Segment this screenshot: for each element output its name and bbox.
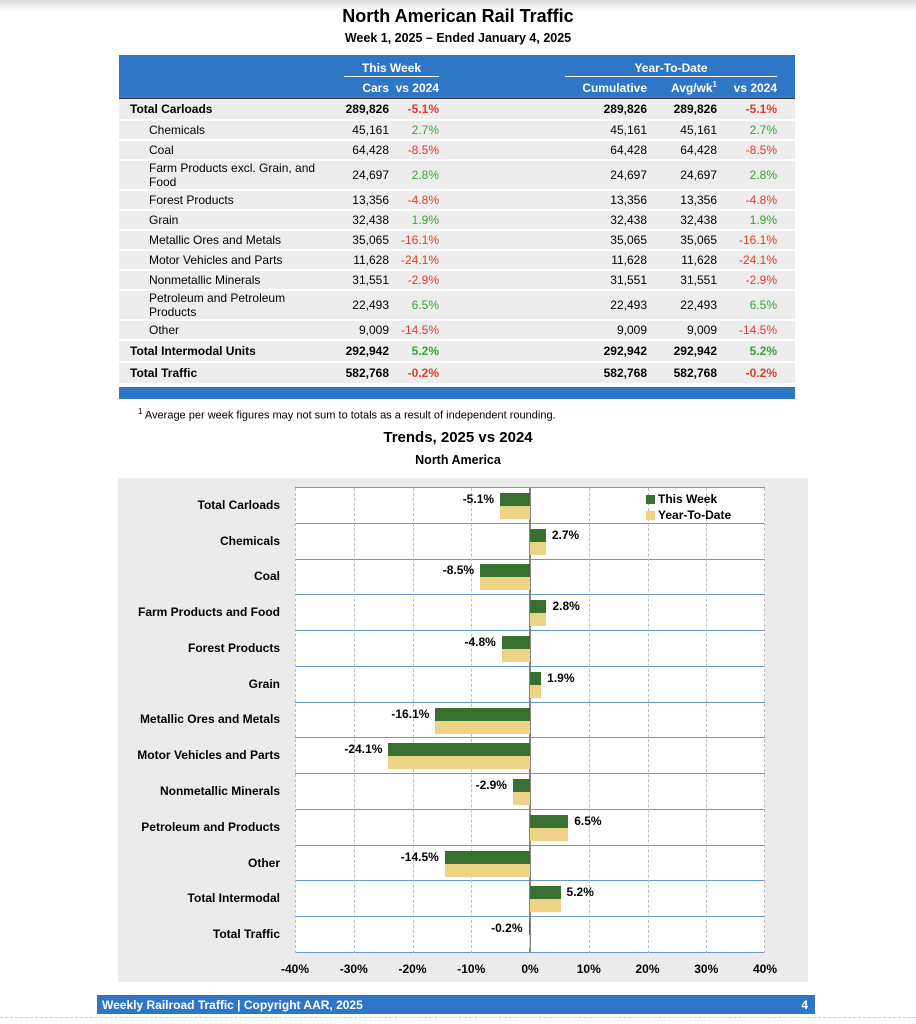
row-label: Metallic Ores and Metals [119, 230, 319, 250]
traffic-table-section [119, 55, 795, 422]
avgwk-value: 45,161 [647, 120, 717, 140]
row-spacer [777, 190, 795, 210]
col-header-cumulative: Cumulative [439, 77, 647, 99]
bar-year-to-date [445, 864, 530, 877]
vs2024-ytd-value: 2.8% [717, 160, 777, 190]
bar-value-label: 6.5% [574, 813, 602, 828]
vs2024-ytd-value: -8.5% [717, 140, 777, 160]
cumulative-value: 35,065 [439, 230, 647, 250]
bar-value-label: -8.5% [442, 563, 475, 578]
vs2024-ytd-value: -4.8% [717, 190, 777, 210]
vs2024-ytd-value: -0.2% [717, 362, 777, 384]
footer-page-number: 4 [801, 997, 808, 1012]
bar-value-label: -5.1% [462, 491, 495, 506]
cumulative-value: 9,009 [439, 320, 647, 340]
cars-value: 24,697 [319, 160, 389, 190]
header-spacer [777, 77, 795, 99]
vs2024-week-value: -5.1% [389, 99, 439, 121]
cumulative-value: 32,438 [439, 210, 647, 230]
avgwk-value: 31,551 [647, 270, 717, 290]
cumulative-value: 24,697 [439, 160, 647, 190]
gridline [354, 488, 355, 953]
row-label: Total Carloads [119, 99, 319, 121]
gridline [706, 488, 707, 953]
chart-x-axis [118, 962, 808, 980]
table-bottom-bar [119, 387, 795, 399]
legend-swatch-this-week [646, 495, 655, 504]
header-spacer [777, 55, 795, 77]
vs2024-week-value: 1.9% [389, 210, 439, 230]
cars-value: 13,356 [319, 190, 389, 210]
row-spacer [777, 99, 795, 121]
vs2024-ytd-value: -16.1% [717, 230, 777, 250]
vs2024-week-value: 2.8% [389, 160, 439, 190]
chart-category-label: Petroleum and Products [141, 819, 280, 834]
table-row [119, 160, 795, 190]
bar-year-to-date [529, 935, 531, 948]
row-label: Other [119, 320, 319, 340]
table-row [119, 250, 795, 270]
avgwk-value: 35,065 [647, 230, 717, 250]
group-header-year-to-date-label: Year-To-Date [565, 61, 777, 77]
cumulative-value: 11,628 [439, 250, 647, 270]
bar-value-label: -2.9% [475, 778, 507, 793]
bar-this-week [530, 815, 568, 828]
chart-container [118, 478, 808, 982]
row-label: Chemicals [119, 120, 319, 140]
chart-title: Trends, 2025 vs 2024 [383, 429, 533, 446]
chart-plot-area [295, 487, 765, 953]
row-label: Grain [119, 210, 319, 230]
footer-text: Weekly Railroad Traffic | Copyright AAR, 2025 [102, 997, 363, 1012]
bar-this-week [530, 529, 546, 542]
avgwk-value: 13,356 [647, 190, 717, 210]
vs2024-week-value: -16.1% [389, 230, 439, 250]
bar-year-to-date [500, 506, 530, 519]
row-label: Coal [119, 140, 319, 160]
table-row [119, 120, 795, 140]
avgwk-value: 9,009 [647, 320, 717, 340]
chart-category-label: Nonmetallic Minerals [159, 784, 280, 799]
row-label: Nonmetallic Minerals [119, 270, 319, 290]
table-row [119, 190, 795, 210]
col-header-cars: Cars [319, 77, 389, 99]
bar-year-to-date [435, 721, 530, 734]
bar-year-to-date [502, 649, 530, 662]
bar-this-week [502, 636, 530, 649]
row-label: Total Traffic [119, 362, 319, 384]
cumulative-value: 289,826 [439, 99, 647, 121]
bar-this-week [500, 493, 530, 506]
chart-category-label: Total Carloads [197, 497, 280, 512]
cumulative-value: 13,356 [439, 190, 647, 210]
chart-category-label: Metallic Ores and Metals [139, 712, 280, 727]
legend-label: Year-To-Date [658, 508, 732, 522]
row-spacer [777, 160, 795, 190]
vs2024-week-value: -4.8% [389, 190, 439, 210]
bar-this-week [530, 886, 561, 899]
vs2024-week-value: -0.2% [389, 362, 439, 384]
cars-value: 32,438 [319, 210, 389, 230]
cars-value: 31,551 [319, 270, 389, 290]
row-spacer [777, 210, 795, 230]
group-header-year-to-date [439, 55, 777, 77]
legend-item [646, 507, 731, 523]
bar-value-label: -14.5% [400, 849, 439, 864]
header-spacer [119, 55, 319, 77]
bar-year-to-date [530, 613, 546, 626]
cumulative-value: 292,942 [439, 340, 647, 362]
x-axis-tick: -20% [398, 962, 427, 976]
col-header-avgwk-label: Avg/wk [670, 81, 713, 95]
row-spacer [777, 340, 795, 362]
page-bottom-edge [0, 1017, 916, 1018]
avgwk-value: 11,628 [647, 250, 717, 270]
row-label: Forest Products [119, 190, 319, 210]
gridline [764, 488, 765, 953]
bar-this-week [530, 600, 546, 613]
traffic-table [119, 55, 795, 385]
bar-this-week [435, 708, 530, 721]
gridline [589, 488, 590, 953]
row-label: Petroleum and Petroleum Products [119, 290, 319, 320]
bar-this-week [480, 564, 530, 577]
bar-value-label: -4.8% [464, 634, 496, 649]
cumulative-value: 64,428 [439, 140, 647, 160]
gridline [295, 488, 296, 953]
vs2024-ytd-value: -5.1% [717, 99, 777, 121]
bar-this-week [445, 851, 530, 864]
row-spacer [777, 250, 795, 270]
row-label: Total Intermodal Units [119, 340, 319, 362]
footnote-text: Average per week figures may not sum to totals as a result of independent rounding. [144, 409, 556, 422]
vs2024-week-value: 2.7% [389, 120, 439, 140]
vs2024-ytd-value: -14.5% [717, 320, 777, 340]
chart-category-label: Coal [253, 569, 280, 584]
bar-value-label: 2.7% [551, 527, 580, 542]
bar-this-week [513, 779, 530, 792]
vs2024-week-value: -24.1% [389, 250, 439, 270]
col-header-vs2024-ytd: vs 2024 [717, 77, 777, 99]
cars-value: 582,768 [319, 362, 389, 384]
row-spacer [777, 320, 795, 340]
x-axis-tick: -40% [280, 962, 309, 976]
row-label: Farm Products excl. Grain, and Food [119, 160, 319, 190]
cars-value: 45,161 [319, 120, 389, 140]
bar-year-to-date [388, 756, 530, 769]
table-row [119, 270, 795, 290]
chart-category-label: Total Intermodal [187, 891, 280, 906]
vs2024-ytd-value: -24.1% [717, 250, 777, 270]
report-subtitle: Week 1, 2025 – Ended January 4, 2025 [344, 31, 572, 45]
group-header-this-week-label: This Week [344, 61, 439, 77]
cumulative-value: 582,768 [439, 362, 647, 384]
vs2024-ytd-value: 2.7% [717, 120, 777, 140]
table-row [119, 340, 795, 362]
bar-value-label: -16.1% [391, 706, 430, 721]
bar-value-label: 5.2% [566, 885, 594, 900]
cars-value: 292,942 [319, 340, 389, 362]
bar-this-week [388, 743, 530, 756]
cars-value: 64,428 [319, 140, 389, 160]
footer-bar [97, 995, 815, 1014]
col-header-vs2024-week: vs 2024 [389, 77, 439, 99]
report-title: North American Rail Traffic [342, 6, 574, 26]
table-row [119, 290, 795, 320]
row-spacer [777, 230, 795, 250]
col-header-avgwk-footnote-marker: 1 [712, 80, 717, 89]
x-axis-tick: 10% [576, 962, 601, 976]
legend-label: This Week [658, 492, 718, 506]
bar-value-label: -24.1% [344, 742, 383, 757]
x-axis-tick: 30% [694, 962, 719, 976]
chart-category-label: Farm Products and Food [137, 605, 280, 620]
cars-value: 9,009 [319, 320, 389, 340]
vs2024-ytd-value: 1.9% [717, 210, 777, 230]
vs2024-week-value: 5.2% [389, 340, 439, 362]
chart-category-label: Grain [248, 676, 280, 691]
vs2024-week-value: -14.5% [389, 320, 439, 340]
bar-year-to-date [530, 685, 541, 698]
table-row [119, 230, 795, 250]
bar-year-to-date [530, 899, 561, 912]
group-header-this-week [319, 55, 439, 77]
chart-category-label: Forest Products [187, 640, 280, 655]
bar-year-to-date [530, 828, 568, 841]
x-axis-tick: 40% [752, 962, 778, 976]
bar-value-label: 1.9% [547, 670, 575, 685]
bar-value-label: -0.2% [491, 921, 523, 936]
table-row [119, 210, 795, 230]
table-row [119, 99, 795, 121]
cars-value: 22,493 [319, 290, 389, 320]
chart-category-label: Chemicals [219, 533, 280, 548]
bar-value-label: 2.8% [552, 599, 580, 614]
cars-value: 11,628 [319, 250, 389, 270]
bar-year-to-date [530, 542, 546, 555]
cars-value: 289,826 [319, 99, 389, 121]
vs2024-ytd-value: 6.5% [717, 290, 777, 320]
table-footnote [119, 407, 795, 422]
x-axis-tick: 20% [635, 962, 660, 976]
vs2024-week-value: 6.5% [389, 290, 439, 320]
chart-subtitle: North America [415, 453, 501, 467]
cars-value: 35,065 [319, 230, 389, 250]
traffic-table-header [119, 55, 795, 99]
table-row [119, 320, 795, 340]
avgwk-value: 292,942 [647, 340, 717, 362]
row-spacer [777, 140, 795, 160]
row-label: Motor Vehicles and Parts [119, 250, 319, 270]
avgwk-value: 64,428 [647, 140, 717, 160]
row-spacer [777, 362, 795, 384]
table-row [119, 140, 795, 160]
bar-this-week [529, 922, 531, 935]
col-header-commodity [119, 77, 319, 99]
avgwk-value: 32,438 [647, 210, 717, 230]
cumulative-value: 22,493 [439, 290, 647, 320]
x-axis-tick: 0% [521, 962, 539, 976]
avgwk-value: 22,493 [647, 290, 717, 320]
vs2024-ytd-value: 5.2% [717, 340, 777, 362]
chart-category-label: Total Traffic [212, 927, 280, 942]
vs2024-ytd-value: -2.9% [717, 270, 777, 290]
chart-legend [646, 491, 731, 523]
row-spacer [777, 120, 795, 140]
cumulative-value: 31,551 [439, 270, 647, 290]
row-spacer [777, 290, 795, 320]
traffic-table-body [119, 99, 795, 385]
chart-category-label: Motor Vehicles and Parts [137, 748, 280, 763]
vs2024-week-value: -2.9% [389, 270, 439, 290]
legend-item [646, 491, 731, 507]
chart-category-label: Other [247, 855, 280, 870]
chart-category-labels [118, 487, 288, 952]
table-row [119, 362, 795, 384]
col-header-avgwk [647, 77, 717, 99]
legend-swatch-year-to-date [646, 511, 655, 520]
avgwk-value: 582,768 [647, 362, 717, 384]
bar-year-to-date [513, 792, 530, 805]
footnote-marker: 1 [138, 407, 143, 416]
avgwk-value: 289,826 [647, 99, 717, 121]
gridline [413, 488, 414, 953]
row-spacer [777, 270, 795, 290]
bar-this-week [530, 672, 541, 685]
bar-year-to-date [480, 577, 530, 590]
cumulative-value: 45,161 [439, 120, 647, 140]
x-axis-tick: -30% [339, 962, 368, 976]
gridline [648, 488, 649, 953]
x-axis-tick: -10% [457, 962, 486, 976]
avgwk-value: 24,697 [647, 160, 717, 190]
vs2024-week-value: -8.5% [389, 140, 439, 160]
